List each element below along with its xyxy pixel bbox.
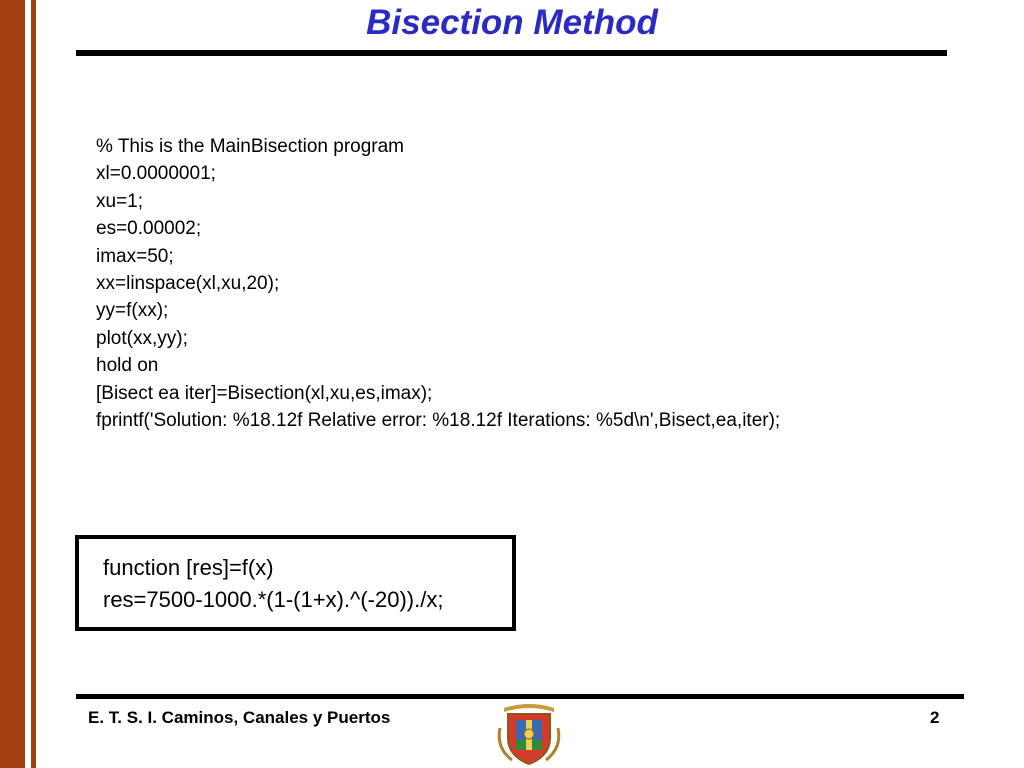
footer-institution: E. T. S. I. Caminos, Canales y Puertos [88, 708, 391, 727]
code-line: plot(xx,yy); [96, 327, 188, 349]
code-line: [Bisect ea iter]=Bisection(xl,xu,es,imax); [96, 382, 433, 404]
code-line: xx=linspace(xl,xu,20); [96, 273, 280, 295]
slide-title: Bisection Method [366, 3, 658, 42]
code-line: xu=1; [96, 190, 144, 212]
left-decorative-line [31, 0, 36, 768]
title-divider [76, 50, 947, 56]
function-signature: function [res]=f(x) [103, 555, 274, 580]
page-number: 2 [930, 708, 940, 727]
function-body: res=7500-1000.*(1-(1+x).^(-20))./x; [103, 587, 444, 612]
crest-icon [494, 698, 564, 768]
function-definition-box [75, 535, 516, 631]
code-line: xl=0.0000001; [96, 163, 216, 185]
code-line: yy=f(xx); [96, 300, 169, 322]
code-line: hold on [96, 355, 159, 377]
code-line: % This is the MainBisection program [96, 136, 404, 157]
code-line: fprintf('Solution: %18.12f Relative error: %18.12f Iterations: %5d\n',Bisect,ea,iter); [96, 410, 781, 432]
code-line: es=0.00002; [96, 218, 202, 240]
code-block [96, 133, 780, 434]
code-line: imax=50; [96, 245, 174, 267]
left-decorative-bar [0, 0, 25, 768]
